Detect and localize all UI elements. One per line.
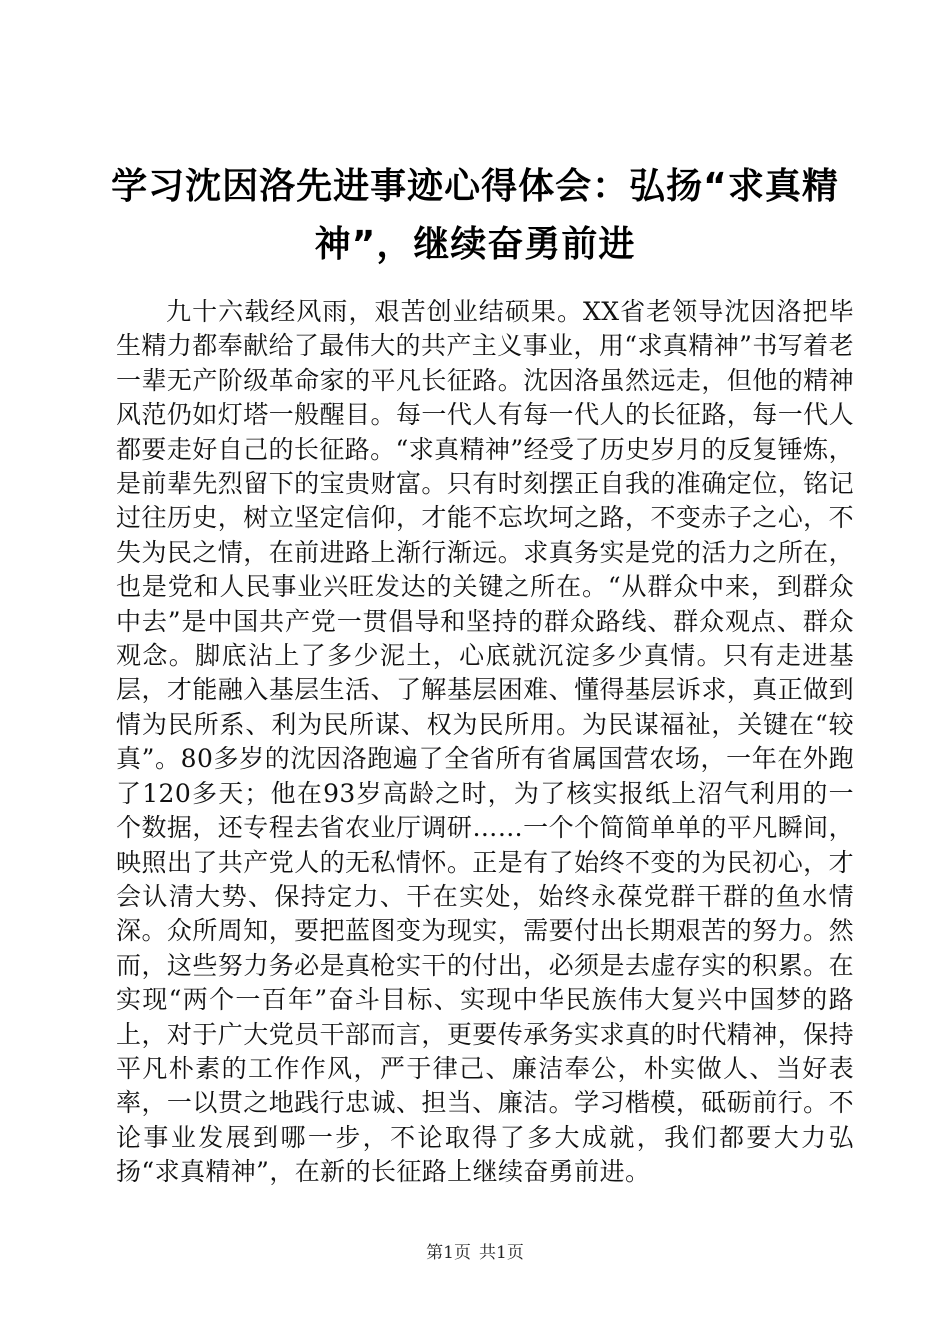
document-title: 学习沈因洛先进事迹心得体会：弘扬“求真精神”，继续奋勇前进	[111, 166, 839, 265]
page-number: 第1页	[426, 1243, 471, 1263]
page-footer	[0, 1242, 950, 1264]
body-paragraph: 九十六载经风雨，艰苦创业结硕果。XX省老领导沈因洛把毕生精力都奉献给了最伟大的共产主义事业，用“求真精神”书写着老一辈无产阶级革命家的平凡长征路。沈因洛虽然远走，但他的精神风范仍如灯塔一般醒目。每一代人有每一代人的长征路，每一代人都要走好自己的长征路。“求真精神”经受了历史岁月的反复锤炼，是前辈先烈留下的宝贵财富。只有时刻摆正自我的准确定位，铭记过往历史，树立坚定信仰，才能不忘坎坷之路，不变赤子之心，不失为民之情，在前进路上渐行渐远。求真务实是党的活力之所在，也是党和人民事业兴旺发达的关键之所在。“从群众中来，到群众中去”是中国共产党一贯倡导和坚持的群众路线、群众观点、群众观念。脚底沾上了多少泥土，心底就沉淀多少真情。只有走进基层，才能融入基层生活、了解基层困难、懂得基层诉求，真正做到情为民所系、利为民所谋、权为民所用。为民谋福祉，关键在“较真”。80多岁的沈因洛跑遍了全省所有省属国营农场，一年在外跑了120多天；他在93岁高龄之时，为了核实报纸上沼气利用的一个数据，还专程去省农业厅调研……一个个简简单单的平凡瞬间，映照出了共产党人的无私情怀。正是有了始终不变的为民初心，才会认清大势、保持定力、干在实处，始终永葆党群干群的鱼水情深。众所周知，要把蓝图变为现实，需要付出长期艰苦的努力。然而，这些努力务必是真枪实干的付出，必须是去虚存实的积累。在实现“两个一百年”奋斗目标、实现中华民族伟大复兴中国梦的路上，对于广大党员干部而言，更要传承务实求真的时代精神，保持平凡朴素的工作作风，严于律己、廉洁奉公，朴实做人、当好表率，一以贯之地践行忠诚、担当、廉洁。学习楷模，砥砺前行。不论事业发展到哪一步，不论取得了多大成就，我们都要大力弘扬“求真精神”，在新的长征路上继续奋勇前进。	[116, 297, 854, 1187]
page-total: 共1页	[479, 1243, 524, 1263]
